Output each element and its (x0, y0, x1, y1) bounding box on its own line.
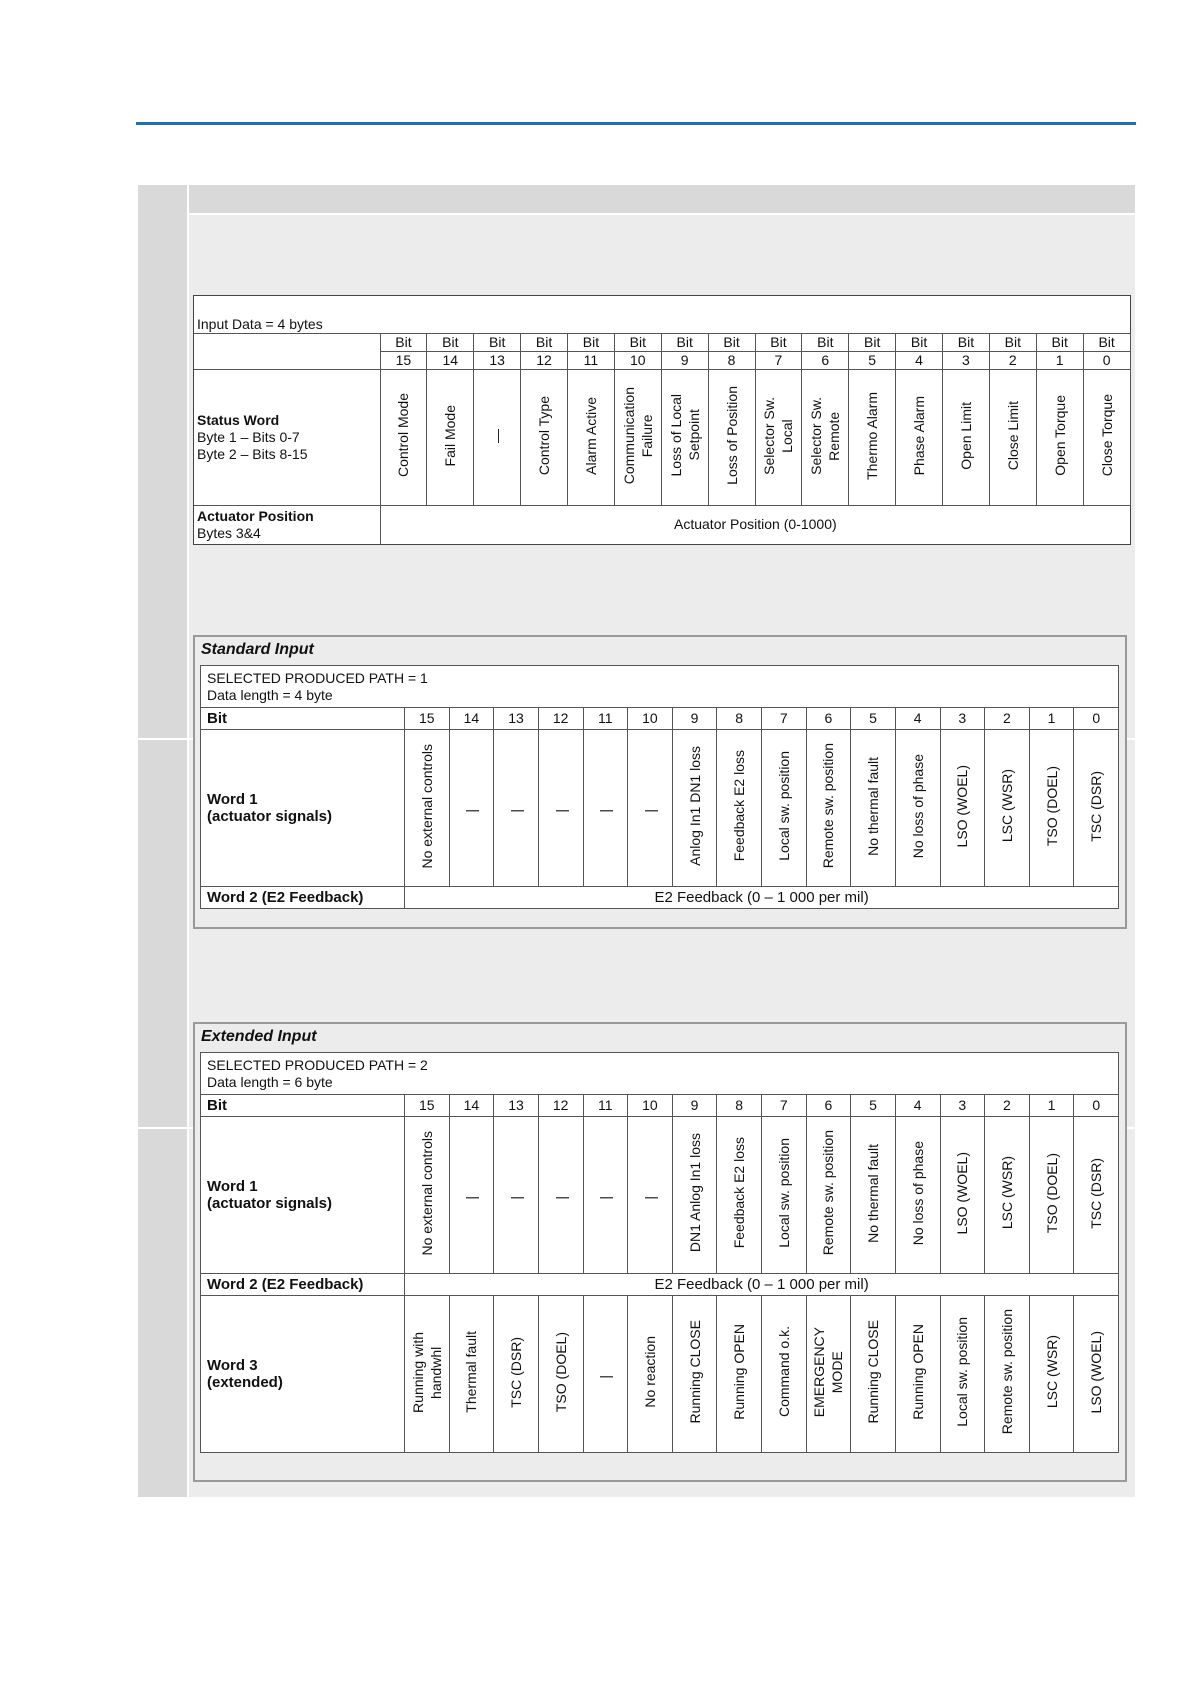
word3-bit: Running CLOSE (672, 1296, 717, 1453)
status-bit: Control Type (521, 370, 568, 506)
status-bit: Control Mode (380, 370, 427, 506)
status-bit: Fail Mode (427, 370, 474, 506)
word3-bit: Local sw. position (940, 1296, 985, 1453)
bit-label: Bit (568, 334, 615, 352)
word1-bit: TSO (DOEL) (1029, 730, 1074, 887)
word1-bit: No loss of phase (895, 730, 940, 887)
word1-bit: | (583, 730, 628, 887)
standard-input-title: Standard Input (201, 641, 314, 658)
produced-path: SELECTED PRODUCED PATH = 2 (207, 1056, 428, 1073)
word3-bit: LSO (WOEL) (1074, 1296, 1119, 1453)
bit-number: 5 (851, 708, 896, 730)
bit-number: 2 (985, 708, 1030, 730)
word3-bit: Thermal fault (449, 1296, 494, 1453)
bit-number: 6 (806, 708, 851, 730)
bit-number: 0 (1074, 708, 1119, 730)
word2-value: E2 Feedback (0 – 1 000 per mil) (405, 887, 1119, 909)
table-title: Input Data = 4 bytes (197, 316, 323, 332)
bit-number: 1 (1036, 352, 1083, 370)
word1-bit: | (583, 1117, 628, 1274)
bit-label: Bit (989, 334, 1036, 352)
bit-number: 3 (940, 708, 985, 730)
actuator-position-label: Actuator Position Bytes 3&4 (194, 506, 380, 544)
word1-bit: DN1 Anlog In1 loss (672, 1117, 717, 1274)
bit-number: 4 (896, 352, 943, 370)
bit-label: Bit (1036, 334, 1083, 352)
word1-bit: Local sw. position (762, 1117, 807, 1274)
bit-number: 2 (985, 1095, 1030, 1117)
bit-number: 1 (1029, 1095, 1074, 1117)
word3-bit: Remote sw. position (985, 1296, 1030, 1453)
bit-number: 12 (538, 1095, 583, 1117)
word1-bit: No external controls (405, 730, 450, 887)
word1-bit: | (628, 1117, 673, 1274)
word1-bit: | (494, 1117, 539, 1274)
status-bit: Close Limit (989, 370, 1036, 506)
word2-value: E2 Feedback (0 – 1 000 per mil) (405, 1274, 1119, 1296)
bit-number: 6 (802, 352, 849, 370)
word3-bit: | (583, 1296, 628, 1453)
word3-bit: TSC (DSR) (494, 1296, 539, 1453)
word3-bit: Running CLOSE (851, 1296, 896, 1453)
left-column (138, 185, 187, 1497)
status-bit: — (474, 370, 521, 506)
status-bit: Open Limit (943, 370, 990, 506)
extended-input-table (200, 1052, 1119, 1453)
word1-bit: Remote sw. position (806, 730, 851, 887)
word1-bit: | (449, 1117, 494, 1274)
bit-label: Bit (708, 334, 755, 352)
word1-bit: LSC (WSR) (985, 1117, 1030, 1274)
word3-label: Word 3 (extended) (201, 1296, 405, 1453)
word2-label: Word 2 (E2 Feedback) (201, 887, 405, 909)
data-length: Data length = 4 byte (207, 686, 333, 703)
word1-bit: | (628, 730, 673, 887)
word1-bit: Local sw. position (762, 730, 807, 887)
word1-label: Word 1 (actuator signals) (201, 1117, 405, 1274)
word1-bit: Remote sw. position (806, 1117, 851, 1274)
word1-bit: | (494, 730, 539, 887)
bit-number: 14 (449, 708, 494, 730)
bit-number: 13 (494, 1095, 539, 1117)
input-data-table (193, 295, 1131, 545)
status-bit: Loss of Local Setpoint (661, 370, 708, 506)
word1-bit: LSO (WOEL) (940, 730, 985, 887)
bit-label: Bit (896, 334, 943, 352)
bit-label: Bit (1083, 334, 1130, 352)
bit-number: 10 (614, 352, 661, 370)
bit-number: 5 (849, 352, 896, 370)
bit-label: Bit (614, 334, 661, 352)
bit-label: Bit (849, 334, 896, 352)
status-bit: Close Torque (1083, 370, 1130, 506)
header-rule (136, 122, 1136, 125)
bit-number: 8 (717, 708, 762, 730)
bit-number: 8 (708, 352, 755, 370)
word1-bit: LSO (WOEL) (940, 1117, 985, 1274)
bit-number: 7 (755, 352, 802, 370)
bit-number: 2 (989, 352, 1036, 370)
bit-number: 11 (583, 708, 628, 730)
bit-number: 15 (380, 352, 427, 370)
header-band (189, 185, 1135, 213)
bit-number: 13 (474, 352, 521, 370)
word1-bit: No loss of phase (895, 1117, 940, 1274)
bit-number: 11 (583, 1095, 628, 1117)
extended-input-title: Extended Input (201, 1028, 317, 1045)
bit-label: Bit (427, 334, 474, 352)
standard-input-box (193, 635, 1127, 929)
bit-number: 11 (568, 352, 615, 370)
status-bit: Loss of Position (708, 370, 755, 506)
actuator-position-value: Actuator Position (0-1000) (380, 506, 1130, 544)
word1-bit: | (538, 1117, 583, 1274)
bit-label: Bit (802, 334, 849, 352)
word1-bit: LSC (WSR) (985, 730, 1030, 887)
word3-bit: Command o.k. (762, 1296, 807, 1453)
bit-number: 4 (895, 708, 940, 730)
word1-bit: TSC (DSR) (1074, 1117, 1119, 1274)
standard-input-table (200, 665, 1119, 909)
word3-bit: No reaction (628, 1296, 673, 1453)
bit-number: 10 (628, 1095, 673, 1117)
word1-bit: | (538, 730, 583, 887)
status-bit: Communication Failure (614, 370, 661, 506)
word1-bit: No thermal fault (851, 1117, 896, 1274)
status-bit: Thermo Alarm (849, 370, 896, 506)
bit-header: Bit (201, 1095, 405, 1117)
word1-bit: Feedback E2 loss (717, 730, 762, 887)
word3-bit: EMERGENCY MODE (806, 1296, 851, 1453)
bit-label: Bit (474, 334, 521, 352)
bit-number: 10 (628, 708, 673, 730)
status-word-label: Status Word Byte 1 – Bits 0-7 Byte 2 – Bits 8-15 (194, 370, 380, 506)
word3-bit: Running with handwhl (405, 1296, 450, 1453)
bit-number: 14 (427, 352, 474, 370)
bit-header: Bit (201, 708, 405, 730)
bit-number: 8 (717, 1095, 762, 1117)
bit-number: 3 (943, 352, 990, 370)
bit-number: 15 (405, 708, 450, 730)
word1-bit: TSC (DSR) (1074, 730, 1119, 887)
bit-number: 9 (672, 708, 717, 730)
status-bit: Phase Alarm (896, 370, 943, 506)
bit-number: 5 (851, 1095, 896, 1117)
bit-number: 1 (1029, 708, 1074, 730)
bit-number: 4 (895, 1095, 940, 1117)
status-bit: Alarm Active (568, 370, 615, 506)
word1-bit: | (449, 730, 494, 887)
word1-bit: No external controls (405, 1117, 450, 1274)
word3-bit: LSC (WSR) (1029, 1296, 1074, 1453)
bit-number: 13 (494, 708, 539, 730)
word1-bit: Anlog In1 DN1 loss (672, 730, 717, 887)
word1-bit: No thermal fault (851, 730, 896, 887)
bit-label: Bit (380, 334, 427, 352)
bit-number: 12 (538, 708, 583, 730)
word2-label: Word 2 (E2 Feedback) (201, 1274, 405, 1296)
produced-path: SELECTED PRODUCED PATH = 1 (207, 669, 428, 686)
bit-label: Bit (943, 334, 990, 352)
bit-number: 14 (449, 1095, 494, 1117)
status-bit: Open Torque (1036, 370, 1083, 506)
bit-number: 0 (1083, 352, 1130, 370)
bit-number: 15 (405, 1095, 450, 1117)
status-bit: Selector Sw. Remote (802, 370, 849, 506)
word3-bit: TSO (DOEL) (538, 1296, 583, 1453)
bit-label: Bit (755, 334, 802, 352)
bit-label: Bit (521, 334, 568, 352)
data-length: Data length = 6 byte (207, 1073, 333, 1090)
word1-label: Word 1 (actuator signals) (201, 730, 405, 887)
word3-bit: Running OPEN (895, 1296, 940, 1453)
bit-label: Bit (661, 334, 708, 352)
bit-number: 0 (1074, 1095, 1119, 1117)
word3-bit: Running OPEN (717, 1296, 762, 1453)
word1-bit: Feedback E2 loss (717, 1117, 762, 1274)
bit-number: 9 (672, 1095, 717, 1117)
word1-bit: TSO (DOEL) (1029, 1117, 1074, 1274)
bit-number: 6 (806, 1095, 851, 1117)
status-bit: Selector Sw. Local (755, 370, 802, 506)
bit-number: 9 (661, 352, 708, 370)
bit-number: 7 (762, 1095, 807, 1117)
bit-number: 12 (521, 352, 568, 370)
bit-number: 3 (940, 1095, 985, 1117)
bit-number: 7 (762, 708, 807, 730)
extended-input-box (193, 1022, 1127, 1482)
